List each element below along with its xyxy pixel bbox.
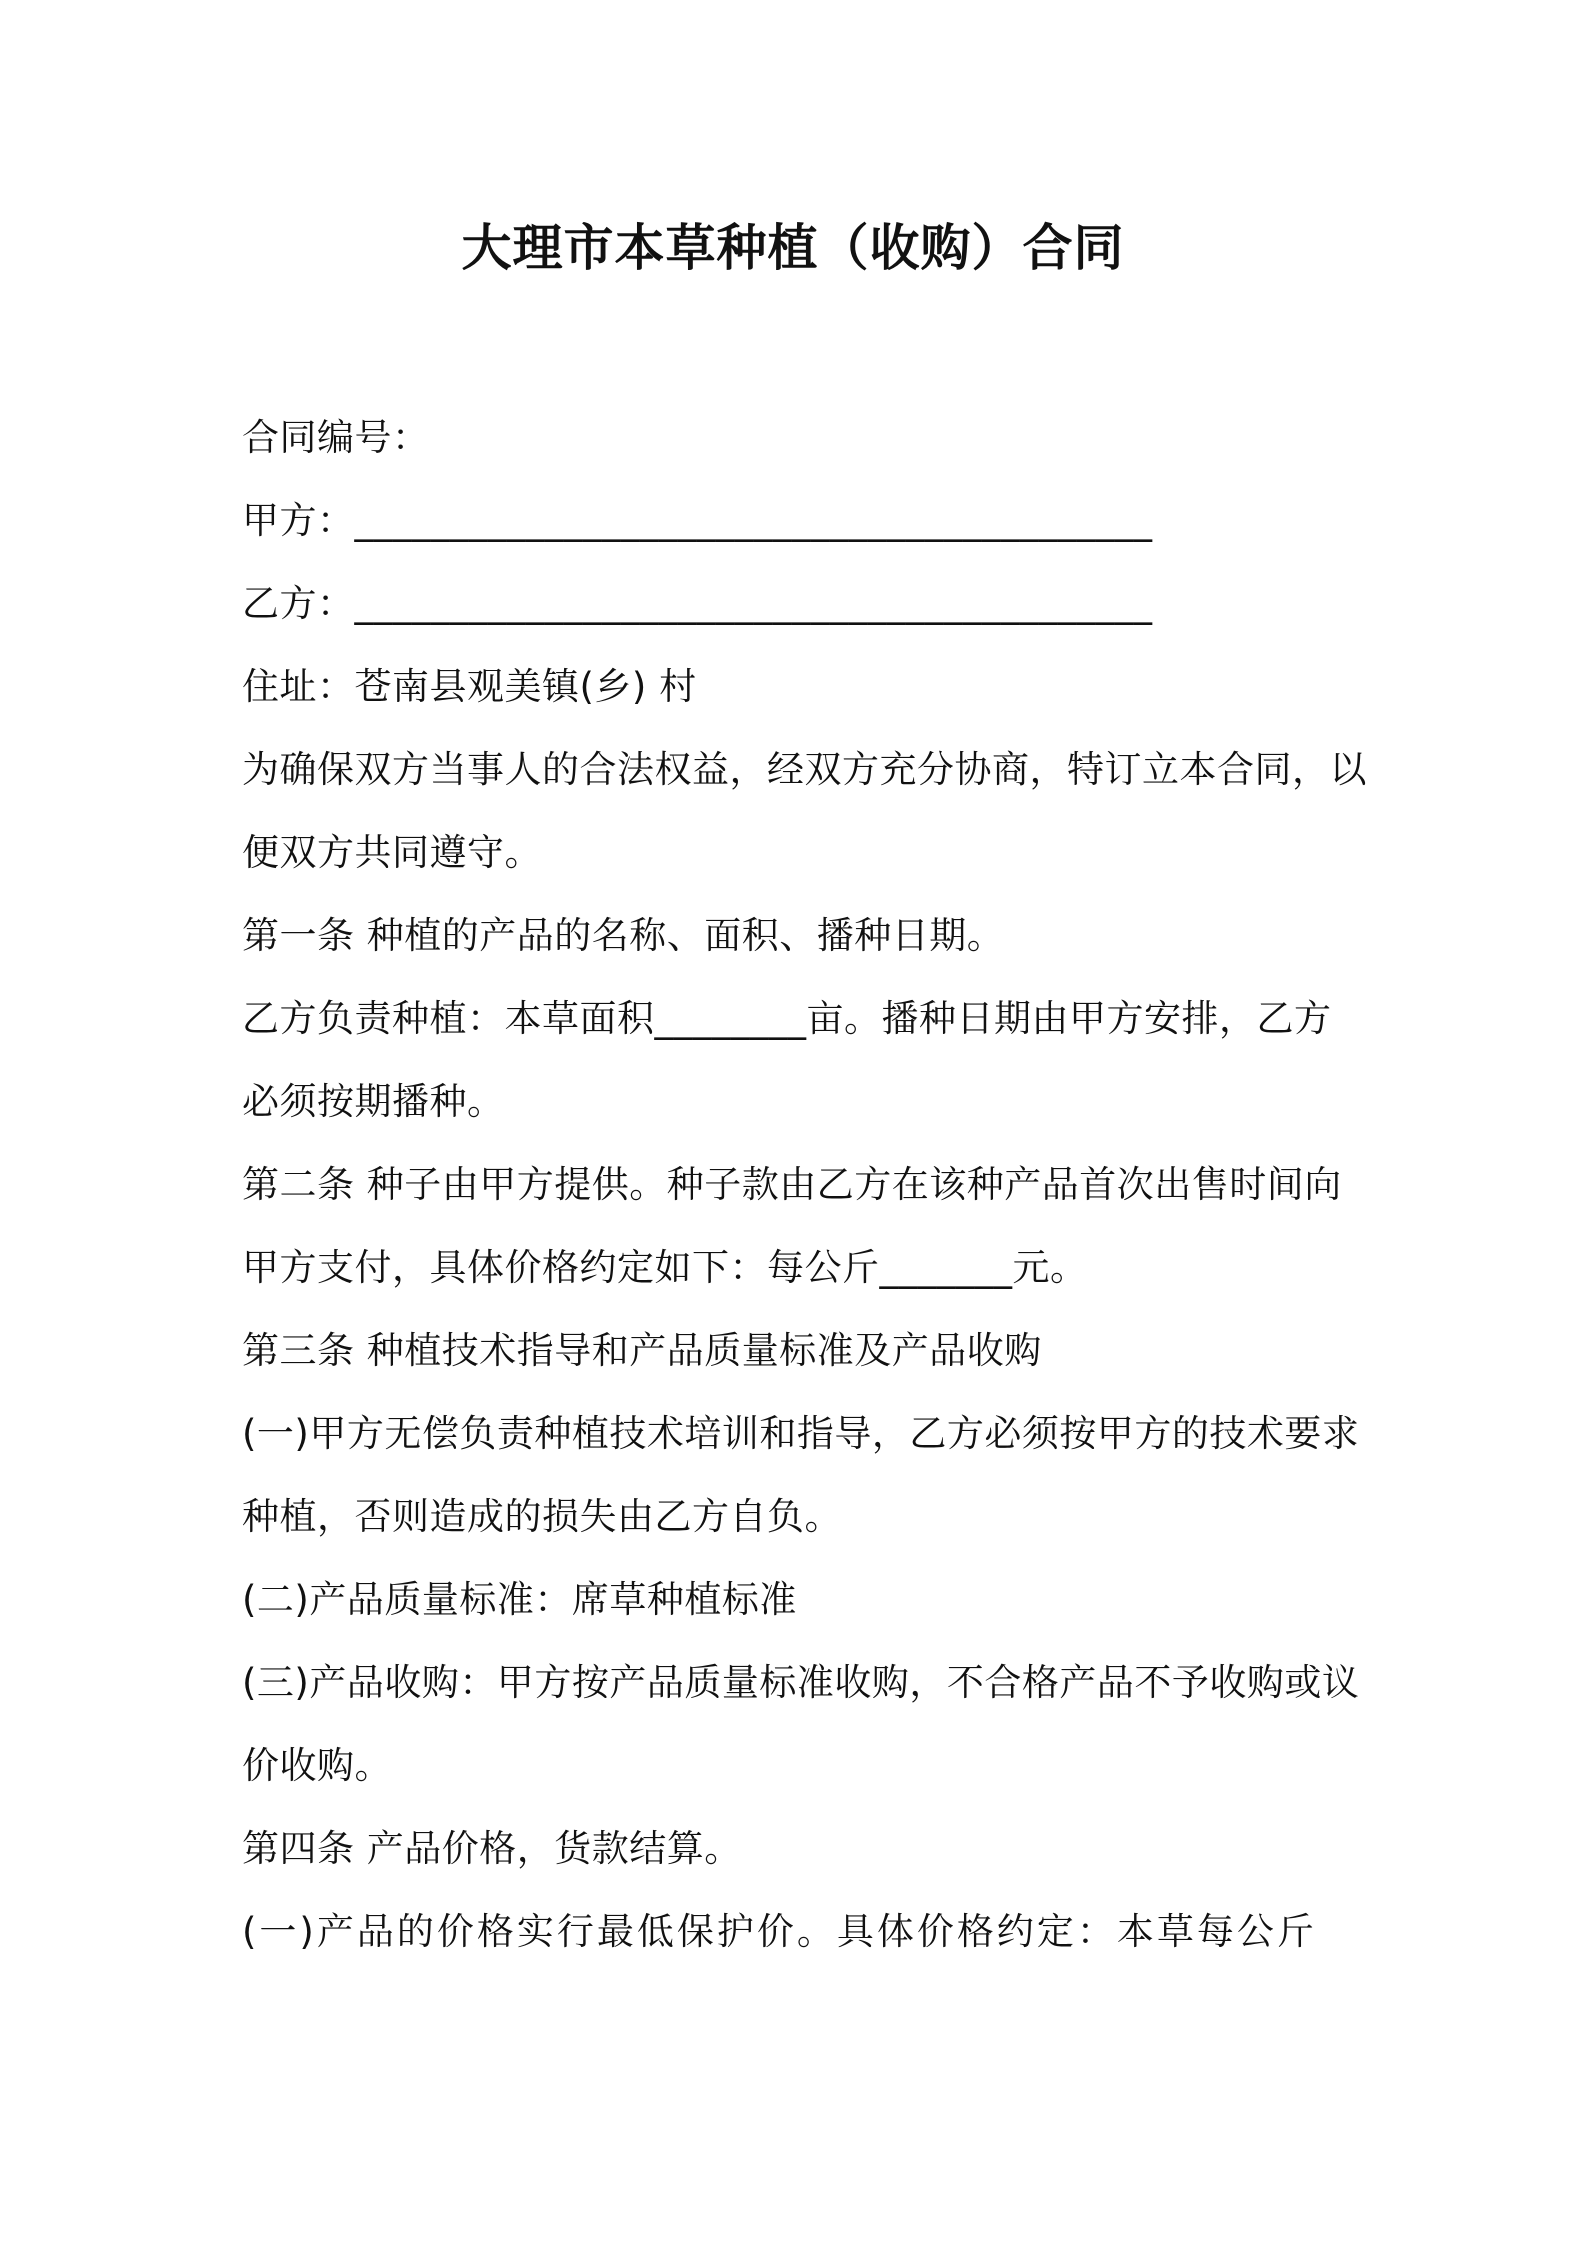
article-3-item-3-line-1: (三)产品收购：甲方按产品质量标准收购，不合格产品不予收购或议: [242, 1661, 1360, 1704]
preamble-line-1: 为确保双方当事人的合法权益，经双方充分协商，特订立本合同，以: [242, 748, 1367, 791]
article-1-text-1: 乙方负责种植：本草面积________亩。播种日期由甲方安排，乙方: [242, 997, 1332, 1040]
article-2-text-1: 第二条 种子由甲方提供。种子款由乙方在该种产品首次出售时间向: [242, 1163, 1342, 1206]
article-3-item-1-line-1: (一)甲方无偿负责种植技术培训和指导，乙方必须按甲方的技术要求: [242, 1412, 1360, 1455]
article-4-item-1-line-1: (一)产品的价格实行最低保护价。具体价格约定：本草每公斤: [242, 1910, 1317, 1953]
article-2-text-2: 甲方支付，具体价格约定如下：每公斤_______元。: [242, 1246, 1088, 1289]
article-4-heading: 第四条 产品价格，货款结算。: [242, 1827, 742, 1870]
party-b-line: 乙方：__________________________________________: [242, 582, 1153, 625]
contract-number-line: 合同编号：: [242, 416, 430, 459]
article-1-heading: 第一条 种植的产品的名称、面积、播种日期。: [242, 914, 1005, 957]
party-a-line: 甲方：__________________________________________: [242, 499, 1153, 542]
article-3-item-3-line-2: 价收购。: [242, 1744, 392, 1787]
address-line: 住址：苍南县观美镇(乡) 村: [242, 665, 697, 708]
article-1-text-2: 必须按期播种。: [242, 1080, 505, 1123]
document-body: [242, 408, 1367, 1985]
article-3-heading: 第三条 种植技术指导和产品质量标准及产品收购: [242, 1329, 1042, 1372]
document-title: 大理市本草种植（收购）合同: [461, 219, 1125, 277]
article-3-item-1-line-2: 种植，否则造成的损失由乙方自负。: [242, 1495, 842, 1538]
preamble-line-2: 便双方共同遵守。: [242, 831, 542, 874]
article-3-item-2: (二)产品质量标准：席草种植标准: [242, 1578, 797, 1621]
